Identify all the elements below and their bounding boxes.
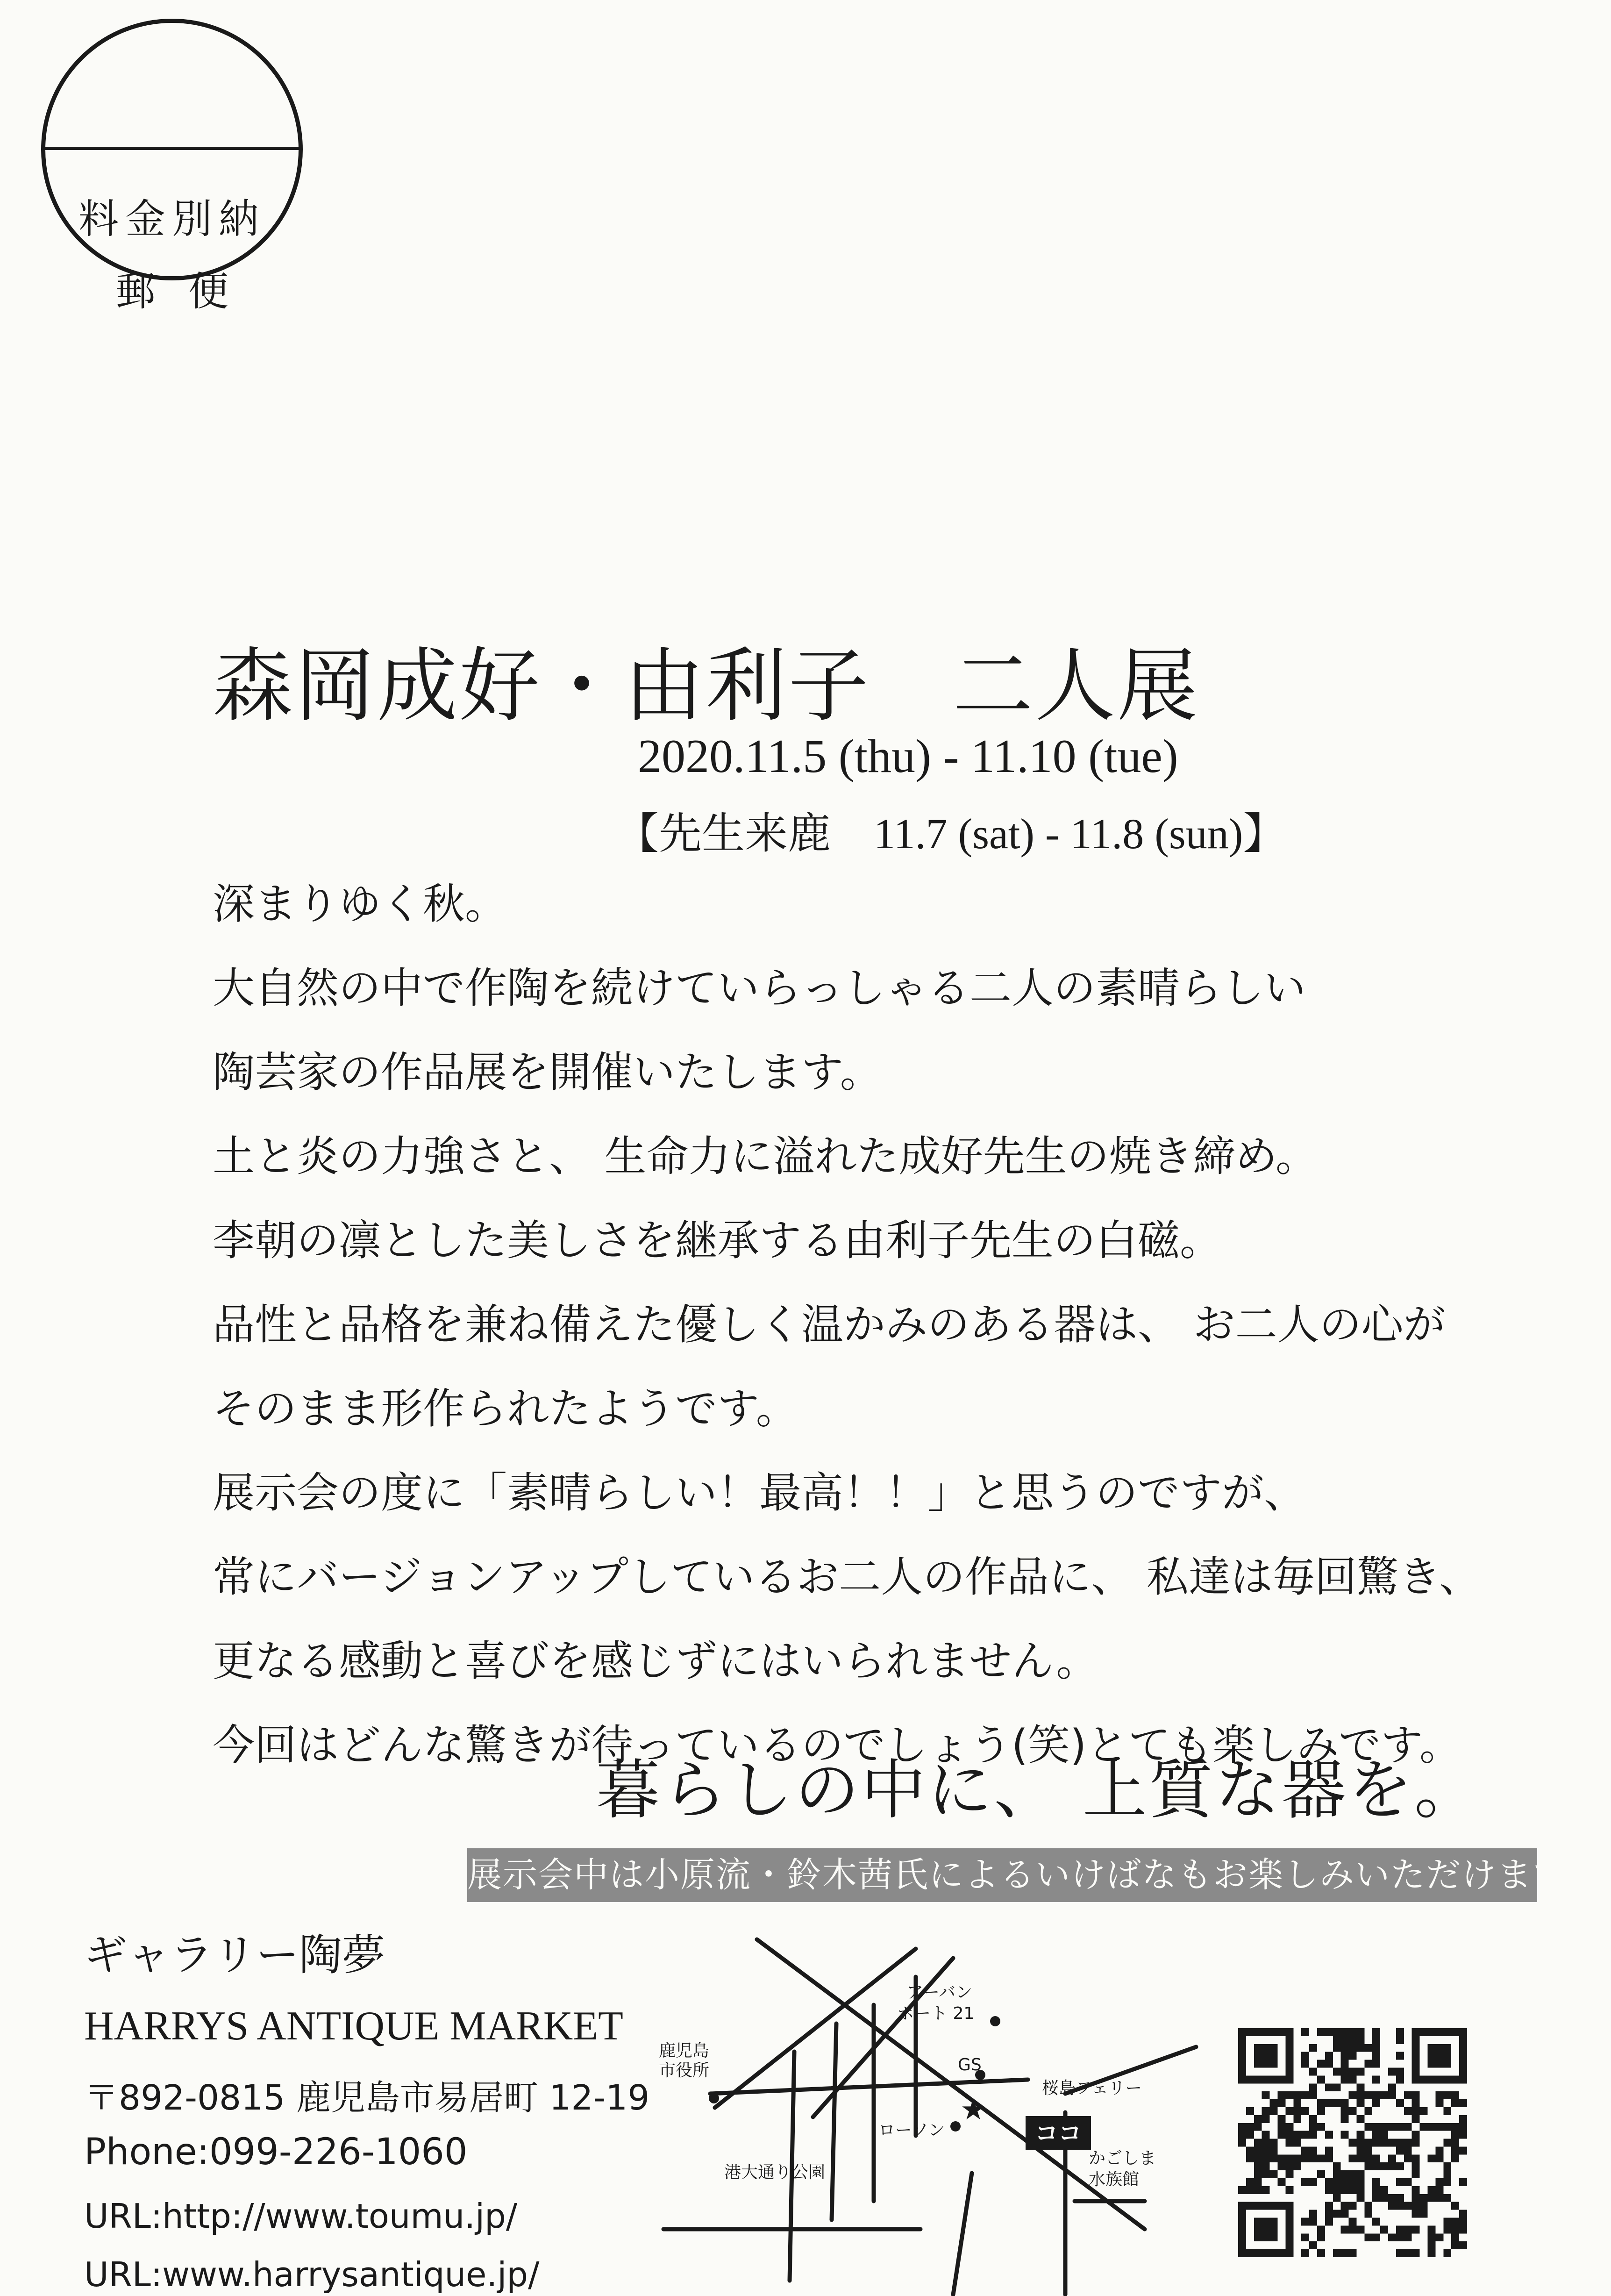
exhibition-dates: 2020.11.5 (thu) - 11.10 (tue) — [638, 730, 1178, 783]
gallery-name: ギャラリー陶夢 — [84, 1930, 385, 1980]
map-dot-city-hall — [709, 2093, 719, 2103]
qr-code-icon — [1238, 2028, 1467, 2257]
map-road — [832, 2024, 836, 2220]
map-label-aquarium-1: かごしま — [1089, 2149, 1156, 2168]
body-line: 品性と品格を兼ね備えた優しく温かみのある器は、 お二人の心が — [213, 1300, 1446, 1349]
body-line: 李朝の凛とした美しさを継承する由利子先生の白磁。 — [213, 1216, 1222, 1265]
map-label-here: ココ — [1035, 2120, 1082, 2147]
gallery-address: 〒892-0815 鹿児島市易居町 12-19 — [84, 2078, 650, 2118]
map-label-city-hall-1: 鹿児島 — [659, 2041, 710, 2060]
map-label-gs: GS — [958, 2055, 982, 2074]
body-line: 陶芸家の作品展を開催いたします。 — [213, 1048, 882, 1097]
body-line: 土と炎の力強さと、 生命力に溢れた成好先生の焼き締め。 — [213, 1132, 1318, 1181]
postage-stamp — [41, 19, 303, 314]
map-label-urban-port-2: ポート 21 — [897, 2004, 975, 2023]
body-line: 今回はどんな驚きが待っているのでしょう(笑)とても楽しみです。 — [213, 1721, 1462, 1770]
star-icon: ★ — [960, 2092, 986, 2126]
map-label-urban-port-1: アーバン — [906, 1983, 973, 2002]
gallery-url-harrys[interactable]: URL:www.harrysantique.jp/ — [84, 2255, 540, 2294]
artist-visit-dates: 【先生来鹿 11.7 (sat) - 11.8 (sun)】 — [616, 810, 1286, 858]
body-line: 深まりゆく秋。 — [213, 880, 507, 929]
gallery-english-name: HARRYS ANTIQUE MARKET — [84, 2003, 623, 2049]
map-label-lawson: ローソン — [878, 2121, 945, 2140]
body-line: 常にバージョンアップしているお二人の作品に、 私達は毎回驚き、 — [213, 1552, 1482, 1602]
map-road — [710, 2080, 1028, 2094]
body-line: 大自然の中で作陶を続けていらっしゃる二人の素晴らしい — [213, 964, 1306, 1013]
exhibition-title: 森岡成好・由利子 二人展 — [213, 639, 1199, 733]
stamp-divider — [45, 147, 299, 150]
body-line: 更なる感動と喜びを感じずにはいられません。 — [213, 1637, 1098, 1686]
map-label-city-hall-2: 市役所 — [659, 2061, 710, 2080]
map-road — [953, 2173, 972, 2295]
map-dot-lawson — [950, 2121, 961, 2131]
stamp-line-1: 料金別納 — [78, 197, 265, 242]
map-label-aquarium-2: 水族館 — [1089, 2170, 1140, 2189]
map-dot-urban-port — [990, 2016, 1000, 2026]
ikebana-banner: 展示会中は小原流・鈴木茜氏によるいけばなもお楽しみいただけます。 — [467, 1848, 1537, 1902]
body-text — [213, 862, 1482, 1788]
gallery-url-toumu[interactable]: URL:http://www.toumu.jp/ — [84, 2196, 518, 2236]
tagline: 暮らしの中に、 上質な器を。 — [596, 1752, 1481, 1828]
access-map — [654, 1939, 1215, 2295]
stamp-line-2: 郵便 — [115, 269, 261, 314]
body-line: そのまま形作られたようです。 — [213, 1384, 798, 1433]
gallery-phone: Phone:099-226-1060 — [84, 2131, 468, 2173]
map-label-park: 港大通り公園 — [724, 2163, 826, 2182]
body-line: 展示会の度に「素晴らしい！最高！！」と思うのですが、 — [213, 1468, 1306, 1517]
map-label-ferry: 桜島フェリー — [1042, 2079, 1142, 2098]
